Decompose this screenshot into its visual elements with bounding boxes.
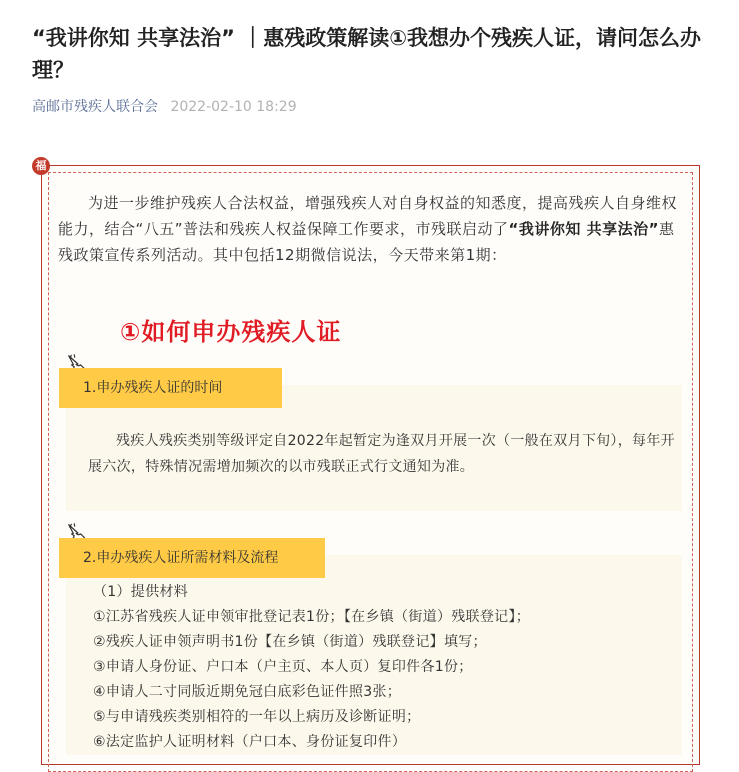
list-item: ①江苏省残疾人证申领审批登记表1份；【在乡镇（街道）残联登记】； [93, 609, 531, 625]
list-item: ②残疾人证申领声明书1份【在乡镇（街道）残联登记】填写； [93, 634, 487, 650]
list-item: ⑤与申请残疾类别相符的一年以上病历及诊断证明； [93, 709, 421, 725]
intro-paragraph [58, 190, 682, 268]
section-2-label: 2.申办残疾人证所需材料及流程 [59, 538, 325, 578]
materials-list [93, 580, 683, 755]
article-meta [32, 96, 297, 116]
publish-date: 2022-02-10 18:29 [170, 99, 297, 115]
list-item: ⑥法定监护人证明材料（户口本、身份证复印件） [93, 734, 407, 750]
section-1-text: 残疾人残疾类别等级评定自2022年起暂定为逢双月开展一次（一般在双月下旬），每年开展六次，特殊情况需增加频次的以市残联正式行文通知为准。 [88, 433, 675, 475]
intro-bold-campaign: “我讲你知 共享法治” [508, 220, 659, 238]
account-name-link[interactable]: 高邮市残疾人联合会 [32, 99, 158, 115]
list-item: ④申请人二寸同版近期免冠白底彩色证件照3张； [93, 684, 402, 700]
topic-headline: ①如何申办残疾人证 [120, 318, 342, 346]
list-item: （1）提供材料 [93, 584, 189, 600]
list-item: ③申请人身份证、户口本（户主页、本人页）复印件各1份； [93, 659, 473, 675]
intro-text-2: 惠残政策宣传系列活动。其中包括12期微信说法，今天带来第1期： [58, 220, 675, 264]
seal-icon: 福 [32, 157, 50, 175]
intro-text-1: 为进一步维护残疾人合法权益，增强残疾人对自身权益的知悉度，提高残疾人自身维权能力，结合“八五”普法和残疾人权益保障工作要求，市残联启动了 [58, 194, 678, 238]
section-1-label-top: 1.申办残疾人证的时间 [59, 368, 282, 408]
article-title: “我讲你知 共享法治” ｜惠残政策解读①我想办个残疾人证，请问怎么办理？ [32, 26, 702, 82]
